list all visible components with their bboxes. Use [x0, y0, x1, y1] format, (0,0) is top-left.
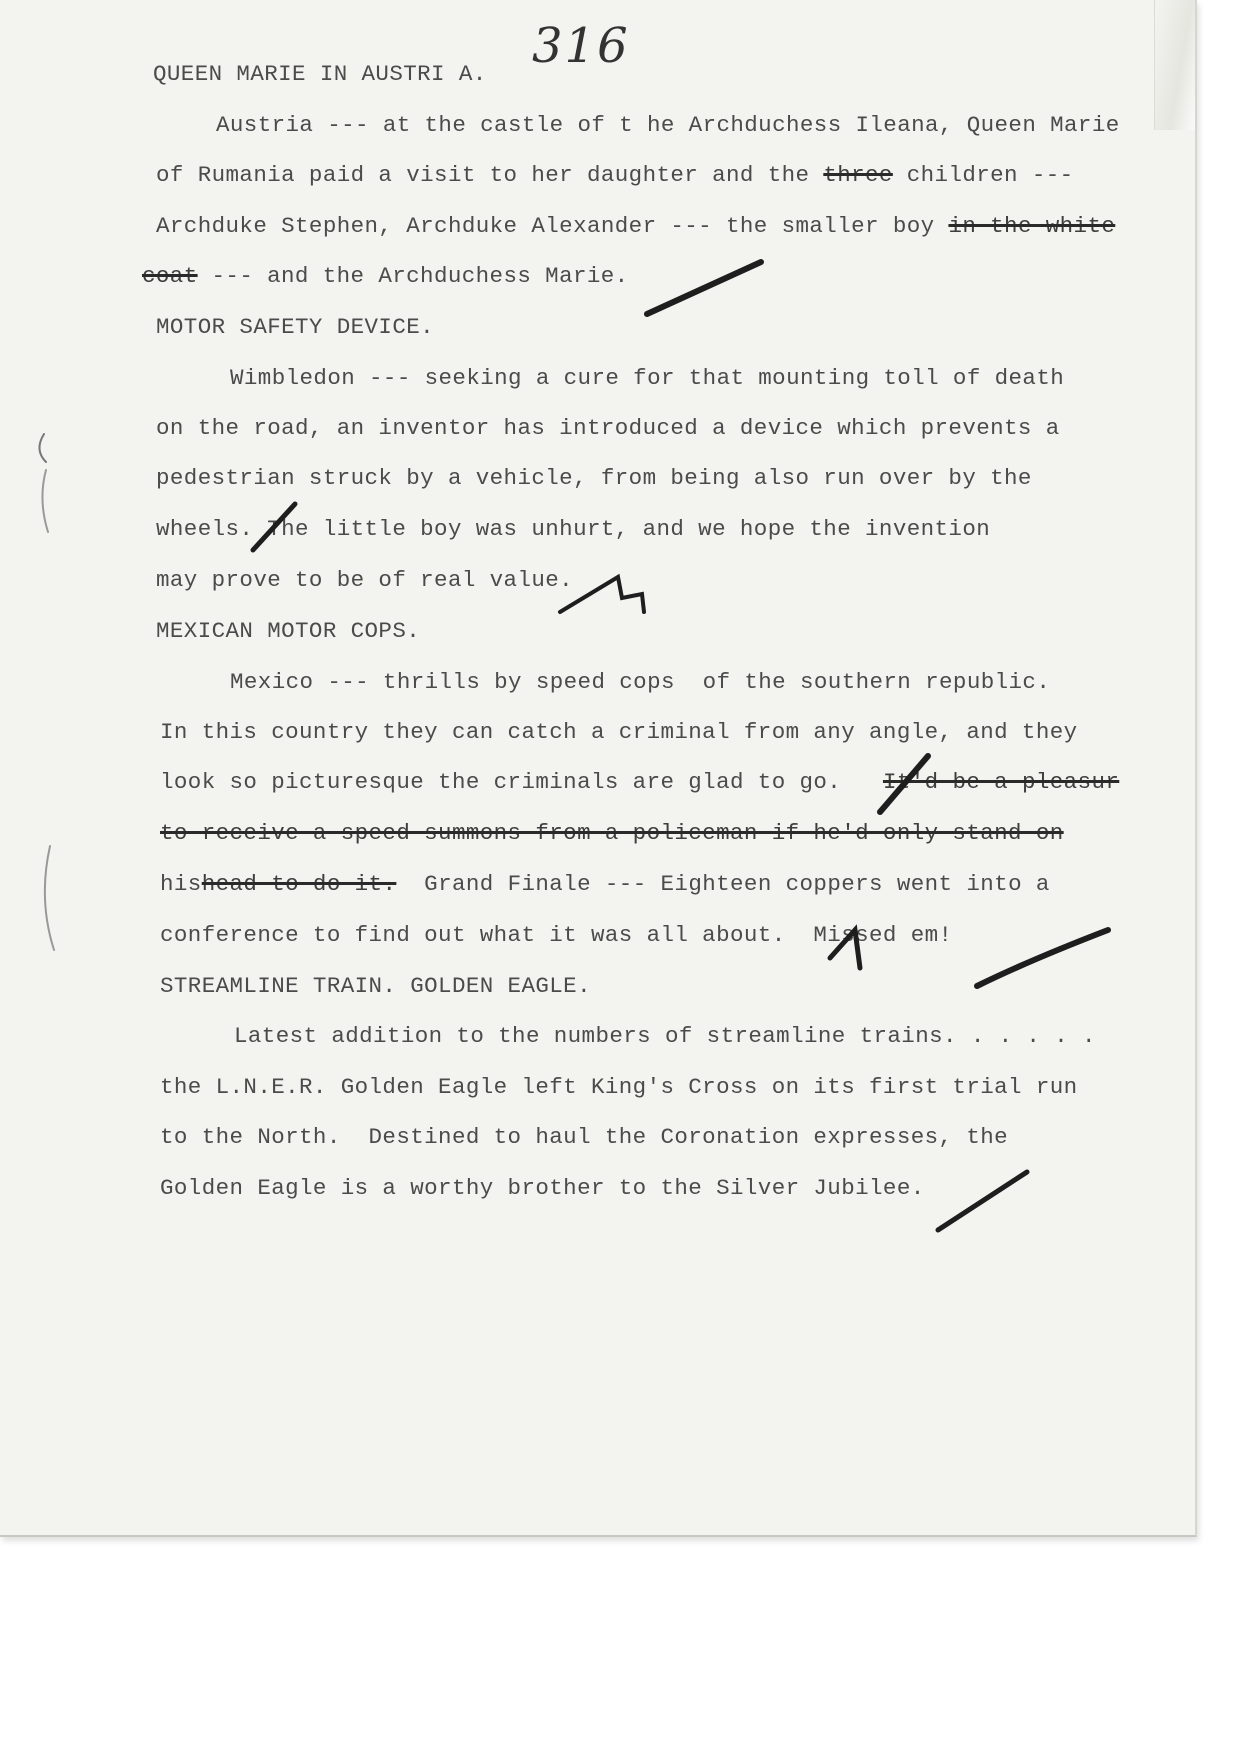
section-end-mark [560, 577, 644, 612]
story-text-line: Latest addition to the numbers of streamline trains. . . . . . [234, 1023, 1096, 1049]
story-text-fragment: --- and the Archduchess Marie. [211, 263, 629, 289]
story-text-line: Austria --- at the castle of t he Archduchess Ileana, Queen Marie [216, 112, 1120, 138]
story-text-line: the L.N.E.R. Golden Eagle left King's Cross on its first trial run [160, 1074, 1078, 1100]
struck-text: in the white [948, 213, 1116, 239]
story-heading-queen-marie: QUEEN MARIE IN AUSTRI A. [153, 61, 487, 87]
story-text-fragment: children --- [906, 162, 1074, 188]
section-end-mark [253, 504, 295, 550]
story-text-line: In this country they can catch a criminal from any angle, and they [160, 719, 1078, 745]
insertion-caret-mark [830, 930, 860, 968]
story-text-line: Mexico --- thrills by speed cops of the southern republic. [230, 669, 1051, 695]
story-text-line: conference to find out what it was all about. Missed em! [160, 922, 953, 948]
story-text-line: to the North. Destined to haul the Coronation expresses, the [160, 1124, 1009, 1150]
handwritten-page-number: 316 [532, 18, 630, 74]
story-text-line: wheels. The little boy was unhurt, and we hope the invention [156, 516, 991, 542]
story-text-fragment: look so picturesque the criminals are glad to go. [160, 769, 842, 795]
story-heading-streamline-train: STREAMLINE TRAIN. GOLDEN EAGLE. [160, 973, 591, 999]
story-text-line: may prove to be of real value. [156, 567, 574, 593]
section-end-mark [938, 1172, 1027, 1230]
story-text-fragment: of Rumania paid a visit to her daughter and the [156, 162, 810, 188]
struck-text: coat [142, 263, 198, 289]
struck-text: It'd be a pleasur [882, 769, 1120, 795]
margin-bracket-mark [45, 846, 54, 950]
struck-text: head to do it. [201, 871, 397, 897]
story-text-line: Golden Eagle is a worthy brother to the Silver Jubilee. [160, 1175, 925, 1201]
margin-bracket-mark [42, 470, 48, 532]
struck-text: three [823, 162, 893, 188]
story-text-line: Wimbledon --- seeking a cure for that mounting toll of death [230, 365, 1065, 391]
story-text-fragment: his [160, 871, 202, 897]
section-end-mark [647, 262, 761, 314]
story-text-fragment: Grand Finale --- Eighteen coppers went into a [424, 871, 1050, 897]
story-heading-mexican-motor-cops: MEXICAN MOTOR COPS. [156, 618, 421, 644]
struck-text: to receive a speed summons from a policeman if he'd only stand on [160, 820, 1064, 846]
story-text-fragment: Archduke Stephen, Archduke Alexander --- the smaller boy [156, 213, 935, 239]
story-text-line: pedestrian struck by a vehicle, from being also run over by the [156, 465, 1032, 491]
story-heading-motor-safety: MOTOR SAFETY DEVICE. [156, 314, 435, 340]
section-end-mark [977, 930, 1108, 986]
story-text-line: on the road, an inventor has introduced a device which prevents a [156, 415, 1060, 441]
margin-bracket-mark [39, 434, 46, 462]
cut-start-mark [880, 756, 928, 812]
